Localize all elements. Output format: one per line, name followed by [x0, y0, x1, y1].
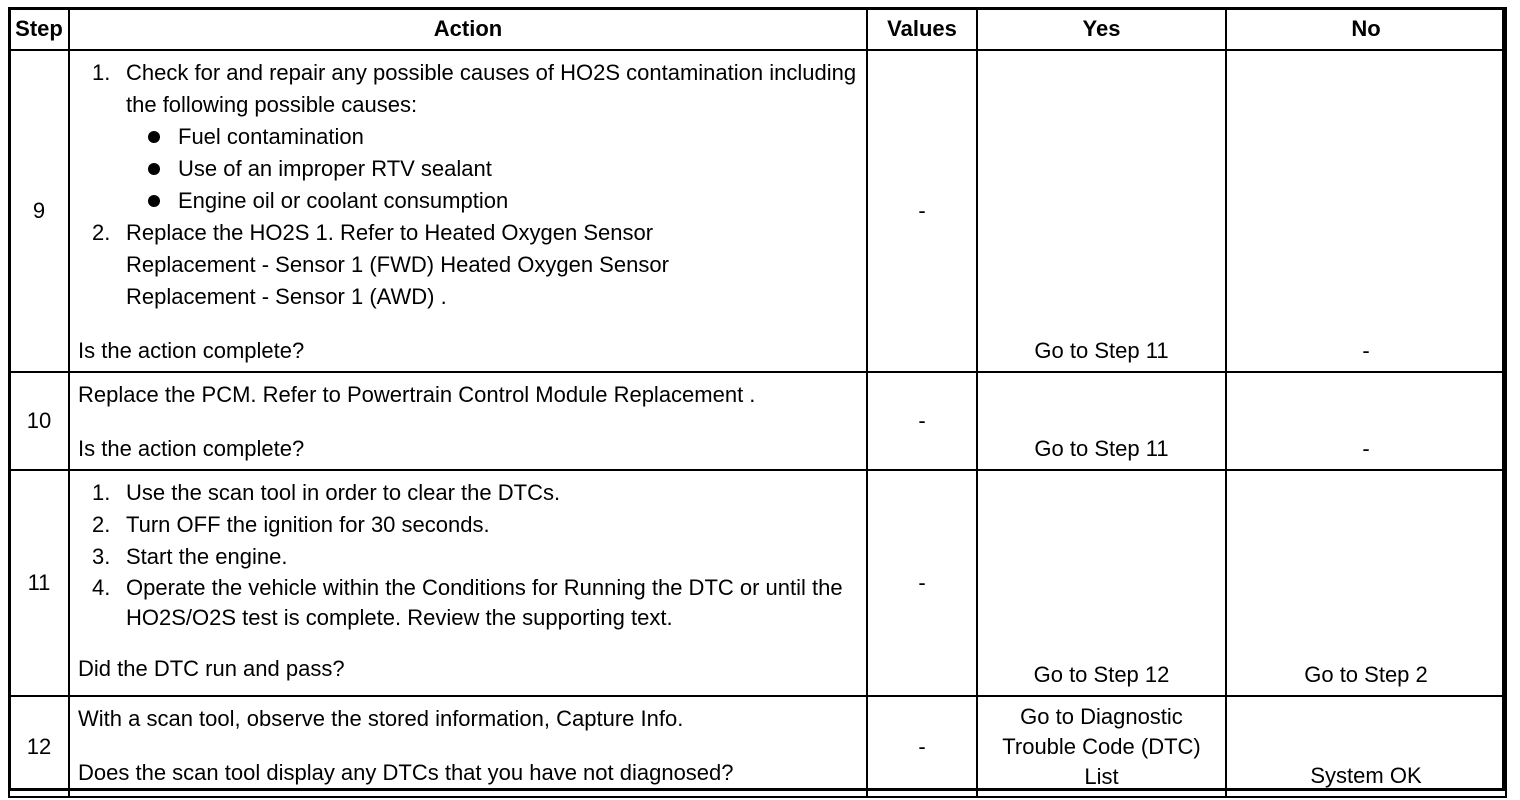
- step-number: 9: [9, 50, 69, 372]
- header-values: Values: [867, 8, 977, 50]
- question-text: Does the scan tool display any DTCs that you have not diagnosed?: [78, 760, 734, 785]
- no-cell: -: [1226, 372, 1506, 470]
- values-cell: -: [867, 372, 977, 470]
- header-step: Step: [9, 8, 69, 50]
- item-text: Start the engine.: [126, 544, 288, 569]
- no-cell: System OK: [1226, 696, 1506, 797]
- question-text: Is the action complete?: [78, 436, 305, 461]
- yes-cell: Go to Step 11: [977, 50, 1226, 372]
- item-text: Check for and repair any possible causes of HO2S contamination including the following possible causes:: [126, 60, 857, 117]
- header-no: No: [1226, 8, 1506, 50]
- item-text: Operate the vehicle within the Conditions for Running the DTC or until the HO2S/O2S test is complete. Review the supporting text.: [126, 575, 843, 630]
- step-number: 12: [9, 696, 69, 797]
- bullet-item: Fuel contamination: [126, 121, 858, 153]
- item-number: 3.: [92, 544, 111, 569]
- action-text: Replace the PCM. Refer to Powertrain Control Module Replacement .: [78, 382, 756, 407]
- no-cell: Go to Step 2: [1226, 470, 1506, 696]
- header-action: Action: [69, 8, 867, 50]
- item-text: Turn OFF the ignition for 30 seconds.: [126, 512, 490, 537]
- values-cell: -: [867, 696, 977, 797]
- item-number: 4.: [92, 575, 111, 600]
- step-number: 11: [9, 470, 69, 696]
- question-text: Did the DTC run and pass?: [78, 656, 345, 681]
- item-number: 2.: [92, 512, 111, 537]
- yes-cell: Go to Diagnostic Trouble Code (DTC) List: [977, 696, 1226, 797]
- action-text: With a scan tool, observe the stored information, Capture Info.: [78, 706, 684, 731]
- bullet-item: Use of an improper RTV sealant: [126, 153, 858, 185]
- yes-cell: Go to Step 12: [977, 470, 1226, 696]
- bullet-item: Engine oil or coolant consumption: [126, 185, 858, 217]
- values-cell: -: [867, 470, 977, 696]
- header-yes: Yes: [977, 8, 1226, 50]
- item-number: 1.: [92, 60, 111, 85]
- item-text: Replace the HO2S 1. Refer to Heated Oxygen Sensor Replacement - Sensor 1 (FWD) Heated Oxygen Sensor Replacement - Sensor 1 (AWD) .: [126, 220, 669, 309]
- no-cell: -: [1226, 50, 1506, 372]
- item-text: Use the scan tool in order to clear the DTCs.: [126, 480, 561, 505]
- table-outer-border: [8, 7, 1505, 791]
- step-number: 10: [9, 372, 69, 470]
- item-number: 2.: [92, 220, 111, 245]
- values-cell: -: [867, 50, 977, 372]
- yes-cell: Go to Step 11: [977, 372, 1226, 470]
- question-text: Is the action complete?: [78, 338, 305, 363]
- item-number: 1.: [92, 480, 111, 505]
